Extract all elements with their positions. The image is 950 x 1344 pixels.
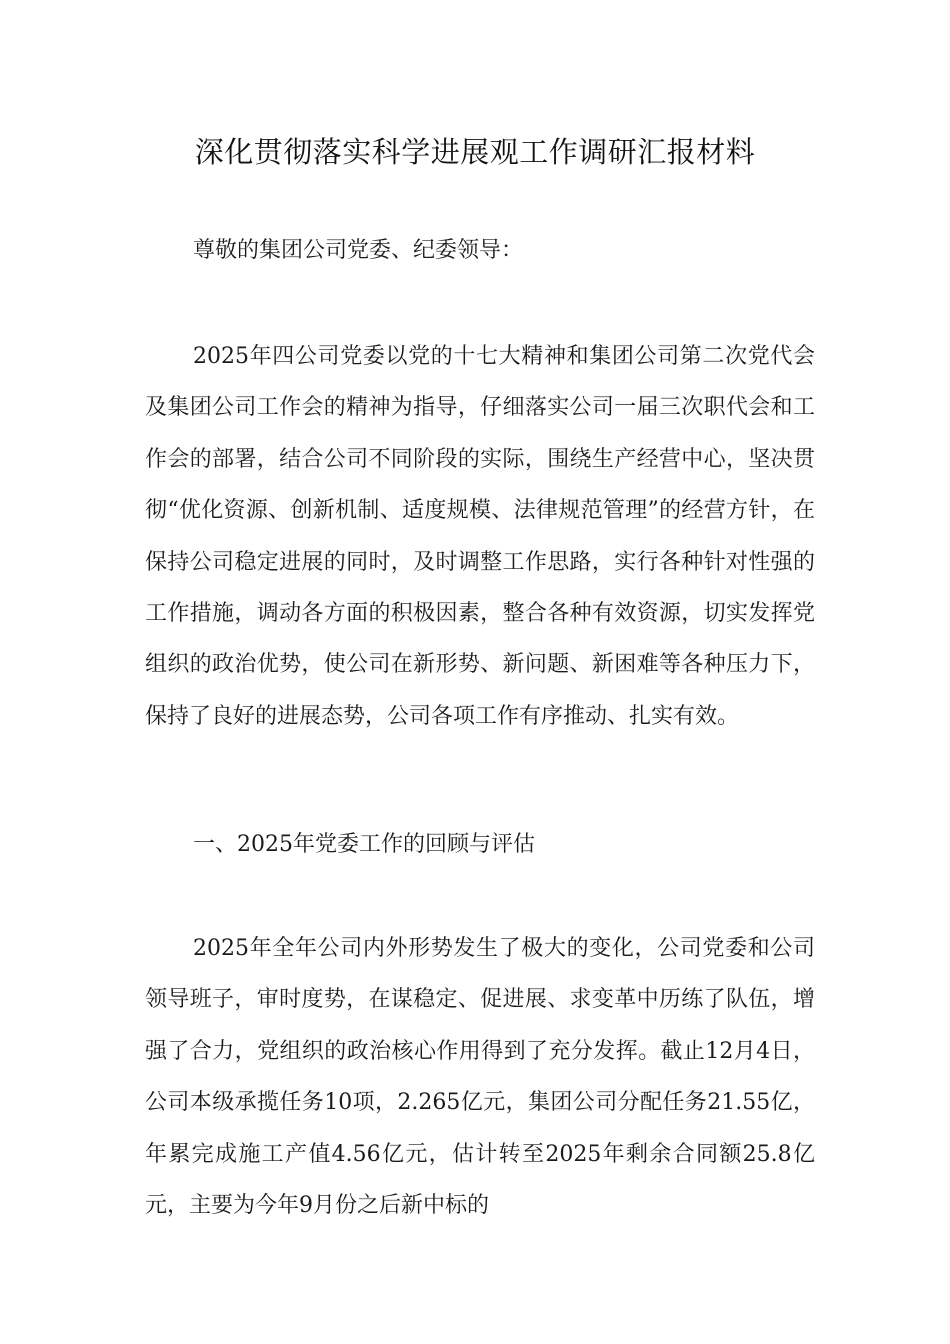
document-title: 深化贯彻落实科学进展观工作调研汇报材料 [194,135,756,169]
body-paragraph-2: 2025年全年公司内外形势发生了极大的变化，公司党委和公司领导班子，审时度势，在谋稳定、促进展、求变革中历练了队伍，增强了合力，党组织的政治核心作用得到了充分发挥。截止12月4日，公司本级承揽任务10项，2.265亿元，集团公司分配任务21.55亿，年累完成施工产值4.56亿元，估计转至2025年剩余合同额25.8亿元，主要为今年9月份之后新中标的 [145,936,815,1219]
salutation: 尊敬的集团公司党委、纪委领导： [193,238,524,263]
section-heading-1: 一、2025年党委工作的回顾与评估 [193,832,535,857]
body-paragraph-1: 2025年四公司党委以党的十七大精神和集团公司第二次党代会及集团公司工作会的精神为指导，仔细落实公司一届三次职代会和工作会的部署，结合公司不同阶段的实际，围绕生产经营中心，坚决贯彻“优化资源、创新机制、适度规模、法律规范管理”的经营方针，在保持公司稳定进展的同时，及时调整工作思路，实行各种针对性强的工作措施，调动各方面的积极因素，整合各种有效资源，切实发挥党组织的政治优势，使公司在新形势、新问题、新困难等各种压力下，保持了良好的进展态势，公司各项工作有序推动、扎实有效。 [145,344,815,729]
